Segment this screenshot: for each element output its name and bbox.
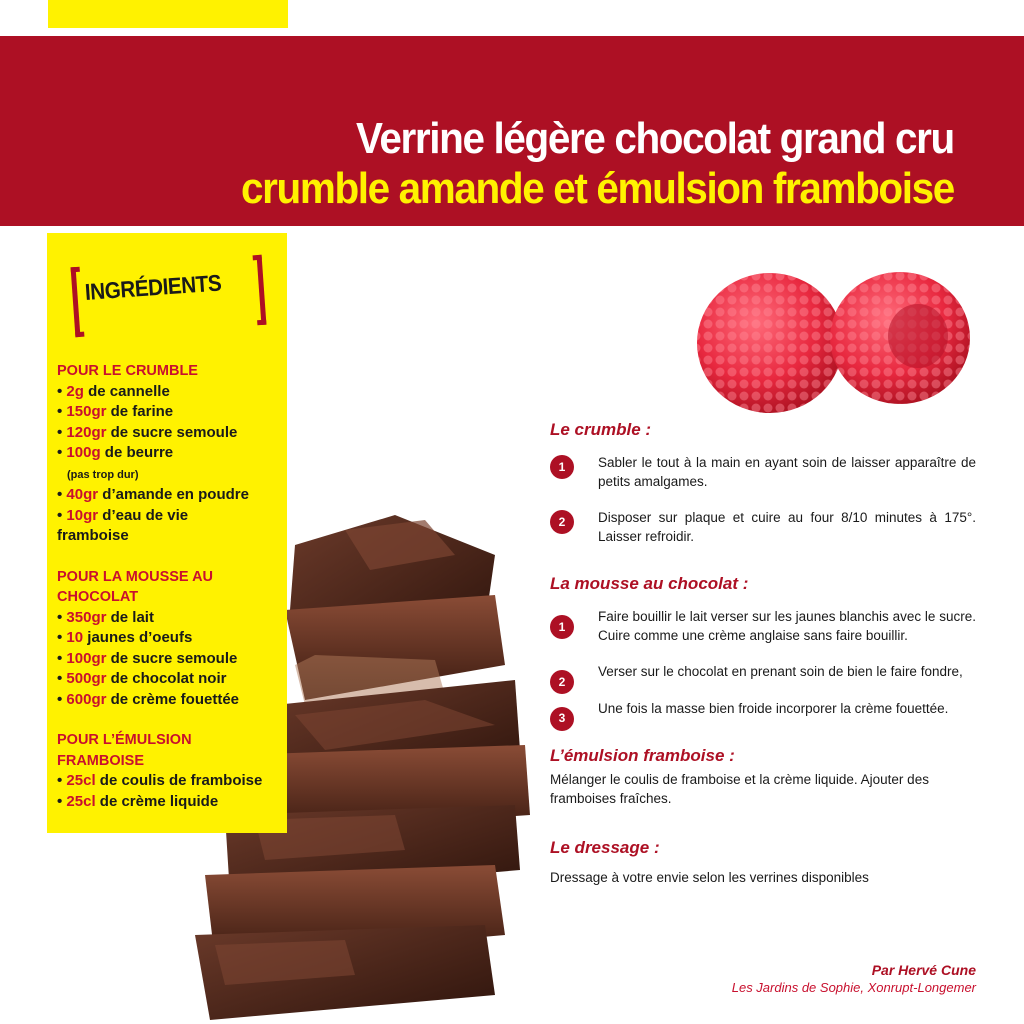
step-text: Verser sur le chocolat en prenant soin de bien le faire fondre, <box>598 664 963 679</box>
step-number-badge: 1 <box>550 455 574 479</box>
raspberry-left <box>697 273 843 413</box>
ingredient-qty: 600gr <box>66 690 107 708</box>
section-title-crumble: Le crumble : <box>550 420 652 439</box>
author-name: Par Hervé Cune <box>871 962 976 978</box>
ingredient-text: de lait <box>106 608 154 626</box>
title-banner <box>0 36 1024 226</box>
author-credit <box>732 962 976 995</box>
ingredient-bullet: • <box>57 649 67 667</box>
ingredient-text: framboise <box>57 527 129 544</box>
ingredient-qty: 40gr <box>66 486 99 503</box>
step-text: Faire bouillir le lait verser sur les jaunes blanchis avec le sucre. Cuire comme une crème anglaise sans faire bouillir. <box>598 609 976 643</box>
ingredient-qty: 120gr <box>66 423 107 441</box>
ingredient-group <box>57 567 285 711</box>
ingredient-qty: 2g <box>66 382 84 400</box>
ingredient-qty: 10gr <box>66 506 99 524</box>
ingredient-bullet: • <box>57 792 67 810</box>
ingredient-item <box>57 628 285 649</box>
ingredient-item <box>57 443 285 464</box>
ingredient-bullet: • <box>57 608 67 626</box>
bracket-right-icon <box>253 255 267 325</box>
ingredient-qty: 500gr <box>66 670 107 687</box>
ingredients-heading: INGRÉDIENTS <box>84 269 223 305</box>
ingredient-item <box>57 382 285 403</box>
ingredient-bullet: • <box>57 629 67 646</box>
ingredient-group-title: POUR LE CRUMBLE <box>57 363 198 379</box>
author-place: Les Jardins de Sophie, Xonrupt-Longemer <box>731 980 976 995</box>
emulsion-text: Mélanger le coulis de framboise et la crème liquide. Ajouter des framboises fraîches. <box>550 772 929 806</box>
ingredient-text: de sucre semoule <box>106 649 238 667</box>
ingredients-heading-block <box>73 253 273 335</box>
ingredient-qty: 100g <box>66 444 101 461</box>
ingredient-item <box>57 690 285 711</box>
ingredient-item <box>57 485 285 506</box>
page-subtitle: crumble amande et émulsion framboise <box>241 164 954 213</box>
step-mousse-2 <box>550 663 976 689</box>
ingredient-qty: 25cl <box>66 792 96 810</box>
step-number-badge: 2 <box>550 670 574 694</box>
section-title-emulsion: L’émulsion framboise : <box>550 746 735 765</box>
ingredient-text: de coulis de framboise <box>95 772 263 789</box>
ingredient-group-title: POUR LA MOUSSE AU <box>57 568 214 585</box>
ingredient-text: d’amande en poudre <box>98 486 249 503</box>
ingredient-text: de beurre <box>100 444 174 461</box>
ingredient-item <box>57 792 285 813</box>
ingredient-group <box>57 361 285 547</box>
ingredient-bullet: • <box>57 670 67 687</box>
step-number-badge: 2 <box>550 510 574 534</box>
ingredient-text: d’eau de vie <box>98 506 189 524</box>
raspberries-image <box>690 258 980 418</box>
ingredient-bullet: • <box>57 444 67 461</box>
preparation-steps <box>550 420 976 887</box>
section-title-mousse: La mousse au chocolat : <box>550 574 749 593</box>
ingredient-bullet: • <box>57 772 67 789</box>
ingredient-text: jaunes d’oeufs <box>83 629 193 646</box>
ingredient-bullet: • <box>57 690 67 708</box>
raspberry-right <box>830 272 970 404</box>
ingredient-item <box>57 464 285 486</box>
ingredient-qty: 100gr <box>66 649 107 667</box>
ingredient-item <box>57 669 285 690</box>
ingredient-group-title: CHOCOLAT <box>57 589 139 605</box>
step-crumble-2 <box>550 509 976 546</box>
ingredient-bullet: • <box>57 423 67 441</box>
ingredients-list <box>57 361 285 832</box>
step-text: Sabler le tout à la main en ayant soin de laisser apparaître de petits amalgames. <box>598 455 976 489</box>
step-mousse-1 <box>550 608 976 645</box>
ingredient-item <box>57 526 285 547</box>
top-yellow-tab <box>48 0 288 28</box>
dressage-text: Dressage à votre envie selon les verrines disponibles <box>550 870 869 885</box>
ingredient-qty: 150gr <box>66 403 107 420</box>
ingredient-qty: 10 <box>66 629 84 646</box>
ingredient-qty: 25cl <box>66 772 96 789</box>
bracket-left-icon <box>71 267 85 337</box>
ingredient-group-title: FRAMBOISE <box>57 752 144 769</box>
page-title: Verrine légère chocolat grand cru <box>356 114 954 163</box>
ingredient-bullet: • <box>57 486 67 503</box>
step-number-badge: 3 <box>550 707 574 731</box>
step-crumble-1 <box>550 454 976 491</box>
step-text: Une fois la masse bien froide incorporer la crème fouettée. <box>598 700 949 716</box>
ingredient-text: de cannelle <box>83 382 170 400</box>
ingredient-note: (pas trop dur) <box>67 468 139 481</box>
ingredient-text: de farine <box>106 403 174 420</box>
ingredient-bullet: • <box>57 506 67 524</box>
ingredient-qty: 350gr <box>66 608 107 626</box>
section-title-dressage: Le dressage : <box>550 838 660 857</box>
ingredient-item <box>57 506 285 527</box>
ingredient-item <box>57 771 285 792</box>
ingredient-bullet: • <box>57 403 67 420</box>
ingredient-text: de crème liquide <box>95 792 219 810</box>
ingredient-item <box>57 608 285 629</box>
ingredient-text: de sucre semoule <box>106 423 238 441</box>
ingredient-group-title: POUR L’ÉMULSION <box>57 732 192 748</box>
ingredient-item <box>57 649 285 670</box>
ingredient-bullet: • <box>57 382 67 400</box>
step-number-badge: 1 <box>550 615 574 639</box>
ingredient-text: de chocolat noir <box>106 670 227 687</box>
step-text: Disposer sur plaque et cuire au four 8/10 minutes à 175°. Laisser refroidir. <box>598 510 976 544</box>
ingredients-panel <box>47 233 287 833</box>
step-mousse-3 <box>550 700 976 726</box>
ingredient-text: de crème fouettée <box>106 690 239 708</box>
ingredient-item <box>57 423 285 444</box>
ingredient-item <box>57 402 285 423</box>
ingredient-group <box>57 730 285 812</box>
